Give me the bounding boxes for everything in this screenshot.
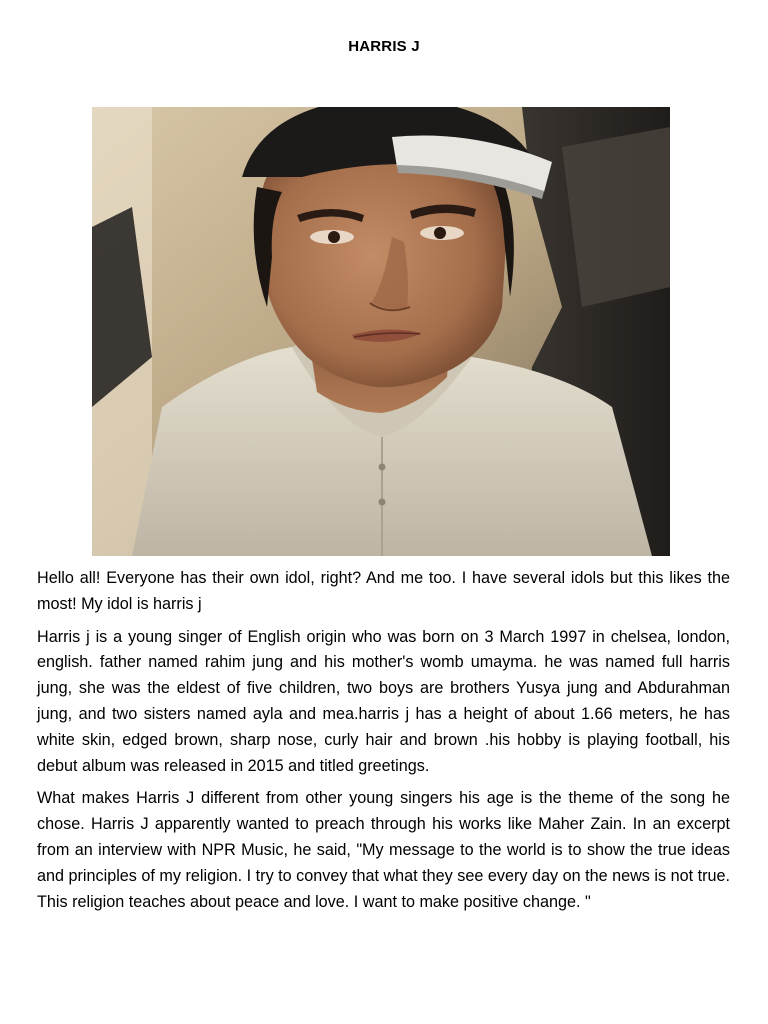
paragraph-music-theme: What makes Harris J different from other young singers his age is the theme of the song he chose. Harris J apparently wanted to preach through his works like Maher Zain. In an excerpt from an interview with NPR Music, he said, "My message to the world is to show the true ideas and principles of my religion. I try to convey that what they see every day on the news is not true. This religion teaches about peace and love. I want to make positive change. " [37,789,730,911]
paragraph-biography: Harris j is a young singer of English origin who was born on 3 March 1997 in chelsea, london, english. father named rahim jung and his mother's womb umayma. he was named full harris jung, she was the eldest of five children, two boys are brothers Yusya jung and Abdurahman jung, and two sisters named ayla and mea.harris j has a height of about 1.66 meters, he has white skin, edged brown, sharp nose, curly hair and brown .his hobby is playing football, his debut album was released in 2015 and titled greetings. [37,627,730,775]
page-title: HARRIS J [348,38,420,55]
paragraph-intro: Hello all! Everyone has their own idol, right? And me too. I have several idols but this likes the most! My idol is harris j [37,569,730,613]
portrait-illustration [92,107,670,556]
article-body [37,566,730,922]
portrait-photo [92,107,670,556]
